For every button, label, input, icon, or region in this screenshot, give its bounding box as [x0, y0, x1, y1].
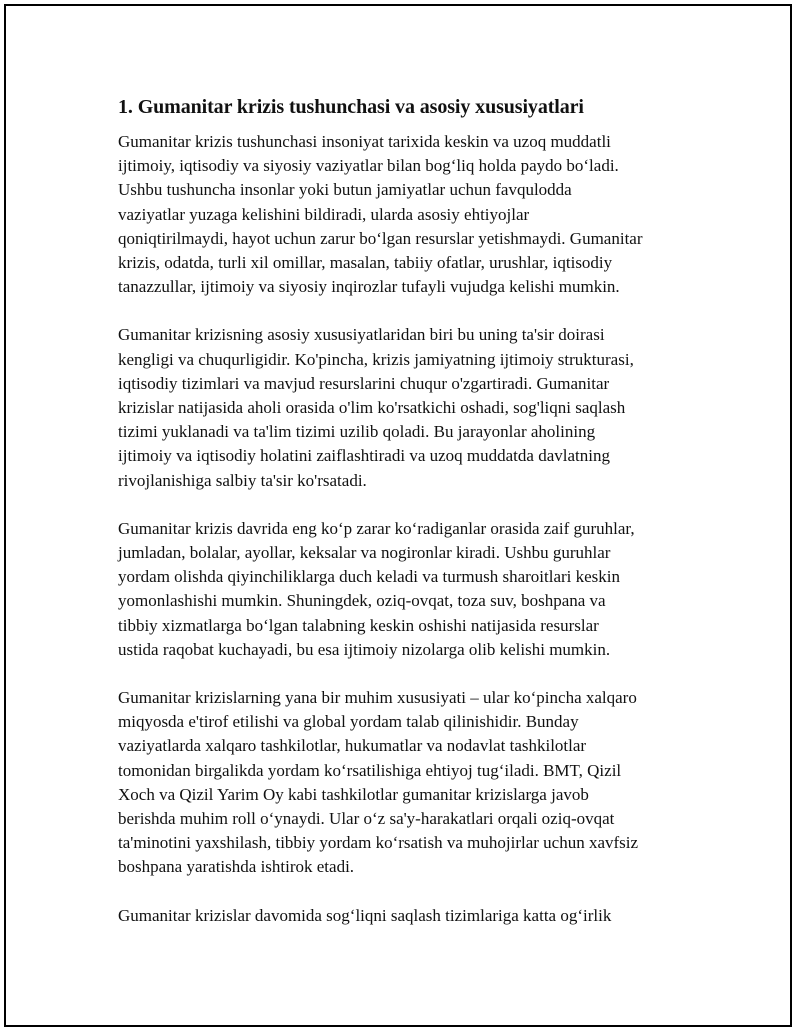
paragraph-line: boshpana yaratishda ishtirok etadi.: [118, 857, 355, 877]
paragraph-4: [118, 686, 703, 880]
paragraph-line: miqyosda e'tirof etilishi va global yordam talab qilinishidir. Bunday: [118, 712, 579, 732]
paragraph-line: berishda muhim roll o‘ynaydi. Ular o‘z sa'y-harakatlari orqali oziq-ovqat: [118, 809, 615, 829]
paragraph-line: Gumanitar krizis tushunchasi insoniyat tarixida keskin va uzoq muddatli: [118, 132, 611, 151]
paragraph-line: Xoch va Qizil Yarim Oy kabi tashkilotlar gumanitar krizislarga javob: [118, 784, 589, 804]
paragraph-line: ijtimoiy va iqtisodiy holatini zaiflashtiradi va uzoq muddatda davlatning: [118, 446, 610, 466]
paragraph-3: [118, 517, 703, 662]
paragraph-line: tanazzullar, ijtimoiy va siyosiy inqirozlar tufayli vujudga kelishi mumkin.: [118, 277, 620, 297]
paragraph-line: rivojlanishiga salbiy ta'sir ko'rsatadi.: [118, 470, 367, 490]
paragraph-line: ta'minotini yaxshilash, tibbiy yordam ko‘rsatish va muhojirlar uchun xavfsiz: [118, 833, 639, 853]
section-heading: 1. Gumanitar krizis tushunchasi va asosiy xususiyatlari: [118, 96, 584, 118]
paragraph-line: krizis, odatda, turli xil omillar, masalan, tabiiy ofatlar, urushlar, iqtisodiy: [118, 253, 613, 273]
paragraph-line: tibbiy xizmatlarga bo‘lgan talabning keskin oshishi natijasida resurslar: [118, 615, 599, 635]
paragraph-line: Gumanitar krizislar davomida sog‘liqni saqlash tizimlariga katta og‘irlik: [118, 905, 612, 925]
paragraph-1: [118, 130, 703, 299]
paragraph-line: kengligi va chuqurligidir. Ko'pincha, krizis jamiyatning ijtimoiy strukturasi,: [118, 349, 634, 369]
paragraph-2: [118, 323, 703, 492]
paragraph-line: yordam olishda qiyinchiliklarga duch keladi va turmush sharoitlari keskin: [118, 567, 621, 587]
paragraph-line: iqtisodiy tizimlari va mavjud resurslarini chuqur o'zgartiradi. Gumanitar: [118, 373, 610, 393]
paragraph-line: ijtimoiy, iqtisodiy va siyosiy vaziyatlar bilan bog‘liq holda paydo bo‘ladi.: [118, 156, 619, 176]
paragraph-line: Ushbu tushuncha insonlar yoki butun jamiyatlar uchun favqulodda: [118, 180, 572, 200]
paragraph-5: [118, 904, 703, 928]
paragraph-line: tizimi yuklanadi va ta'lim tizimi uzilib qoladi. Bu jarayonlar aholining: [118, 422, 596, 442]
paragraph-line: vaziyatlarda xalqaro tashkilotlar, hukumatlar va nodavlat tashkilotlar: [118, 736, 587, 756]
paragraph-line: Gumanitar krizis davrida eng ko‘p zarar ko‘radiganlar orasida zaif guruhlar,: [118, 518, 635, 538]
document-body: [118, 93, 703, 952]
paragraph-line: Gumanitar krizislarning yana bir muhim xususiyati – ular ko‘pincha xalqaro: [118, 688, 637, 708]
paragraph-line: krizislar natijasida aholi orasida o'lim ko'rsatkichi oshadi, sog'liqni saqlash: [118, 398, 626, 418]
paragraph-line: Gumanitar krizisning asosiy xususiyatlaridan biri bu uning ta'sir doirasi: [118, 325, 605, 345]
paragraph-line: vaziyatlar yuzaga kelishini bildiradi, ularda asosiy ehtiyojlar: [118, 204, 530, 224]
paragraph-line: qoniqtirilmaydi, hayot uchun zarur bo‘lgan resurslar yetishmaydi. Gumanitar: [118, 228, 643, 248]
paragraph-line: yomonlashishi mumkin. Shuningdek, oziq-ovqat, toza suv, boshpana va: [118, 591, 606, 611]
paragraph-line: jumladan, bolalar, ayollar, keksalar va nogironlar kiradi. Ushbu guruhlar: [118, 543, 611, 563]
paragraph-line: tomonidan birgalikda yordam ko‘rsatilishiga ehtiyoj tug‘iladi. BMT, Qizil: [118, 760, 622, 780]
paragraph-line: ustida raqobat kuchayadi, bu esa ijtimoiy nizolarga olib kelishi mumkin.: [118, 639, 611, 659]
